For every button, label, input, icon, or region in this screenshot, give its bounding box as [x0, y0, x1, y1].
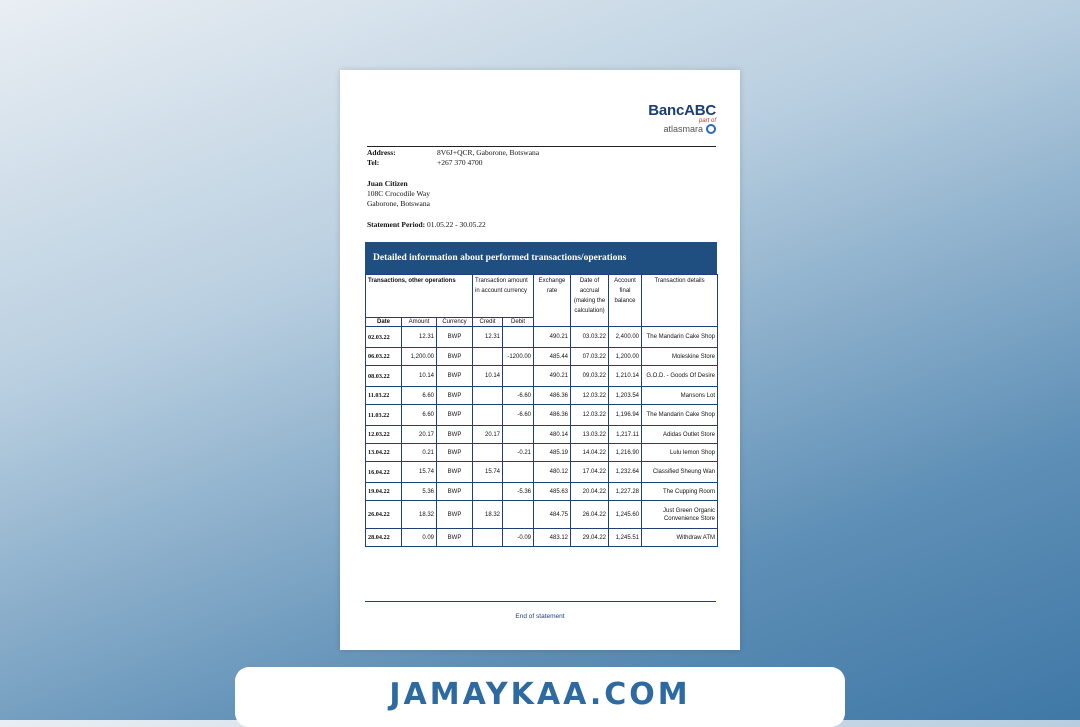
- cell-accrual: 20.04.22: [571, 483, 609, 501]
- header-currency: Currency: [437, 318, 473, 327]
- cell-currency: BWP: [437, 529, 473, 547]
- client-city: Gaborone, Botswana: [367, 199, 430, 208]
- logo-name: BancABC: [648, 102, 716, 119]
- period-label: Statement Period:: [367, 220, 426, 229]
- cell-amount: 5.36: [402, 483, 437, 501]
- cell-accrual: 26.04.22: [571, 501, 609, 529]
- site-banner: [235, 667, 845, 727]
- cell-details: G.O.D. - Goods Of Desire: [642, 366, 718, 387]
- cell-accrual: 03.03.22: [571, 327, 609, 348]
- header-date-of-accrual: Date of accrual (making the calculation): [571, 275, 609, 327]
- cell-amount: 6.60: [402, 405, 437, 426]
- cell-date: 06.03.22: [366, 348, 402, 366]
- cell-credit: [473, 483, 503, 501]
- client-address: [367, 179, 430, 209]
- cell-currency: BWP: [437, 462, 473, 483]
- cell-amount: 18.32: [402, 501, 437, 529]
- cell-currency: BWP: [437, 387, 473, 405]
- bank-contact: [367, 148, 539, 168]
- cell-details: Adidas Outlet Store: [642, 426, 718, 444]
- cell-rate: 486.36: [534, 387, 571, 405]
- cell-balance: 1,245.51: [609, 529, 642, 547]
- cell-details: Withdraw ATM: [642, 529, 718, 547]
- address-label: Address:: [367, 148, 396, 157]
- cell-details: The Mandarin Cake Shop: [642, 405, 718, 426]
- cell-currency: BWP: [437, 327, 473, 348]
- cell-credit: [473, 405, 503, 426]
- cell-rate: 483.12: [534, 529, 571, 547]
- bank-statement-page: [340, 70, 740, 650]
- bank-logo: [648, 102, 716, 134]
- cell-credit: [473, 444, 503, 462]
- cell-debit: -6.60: [503, 405, 534, 426]
- tel-value: +267 370 4700: [437, 158, 483, 167]
- cell-credit: 20.17: [473, 426, 503, 444]
- cell-currency: BWP: [437, 483, 473, 501]
- logo-subtitle: part of: [698, 118, 716, 124]
- cell-date: 16.04.22: [366, 462, 402, 483]
- cell-amount: 0.09: [402, 529, 437, 547]
- cell-balance: 1,227.28: [609, 483, 642, 501]
- cell-date: 13.04.22: [366, 444, 402, 462]
- footer-divider: [365, 601, 716, 602]
- cell-rate: 485.63: [534, 483, 571, 501]
- cell-accrual: 14.04.22: [571, 444, 609, 462]
- cell-balance: 1,196.94: [609, 405, 642, 426]
- cell-balance: 1,203.54: [609, 387, 642, 405]
- cell-balance: 1,217.11: [609, 426, 642, 444]
- logo-atlas-text: atlasmara: [663, 124, 703, 134]
- cell-amount: 20.17: [402, 426, 437, 444]
- cell-details: Lulu lemon Shop: [642, 444, 718, 462]
- cell-date: 11.03.22: [366, 387, 402, 405]
- header-date: Date: [366, 318, 402, 327]
- header-transaction-amount: Transaction amount in account currency: [473, 275, 534, 318]
- transactions-body: [366, 327, 718, 547]
- table-row: [366, 529, 718, 547]
- cell-accrual: 12.03.22: [571, 387, 609, 405]
- cell-credit: [473, 529, 503, 547]
- cell-debit: -0.09: [503, 529, 534, 547]
- table-row: [366, 327, 718, 348]
- cell-balance: 2,400.00: [609, 327, 642, 348]
- tel-label: Tel:: [367, 158, 380, 167]
- cell-accrual: 29.04.22: [571, 529, 609, 547]
- cell-date: 11.03.22: [366, 405, 402, 426]
- cell-accrual: 07.03.22: [571, 348, 609, 366]
- cell-accrual: 09.03.22: [571, 366, 609, 387]
- cell-debit: -6.60: [503, 387, 534, 405]
- cell-debit: [503, 366, 534, 387]
- cell-rate: 485.44: [534, 348, 571, 366]
- cell-details: Mansons Lot: [642, 387, 718, 405]
- cell-details: Just Green Organic Convenience Store: [642, 501, 718, 529]
- cell-accrual: 12.03.22: [571, 405, 609, 426]
- cell-rate: 490.21: [534, 366, 571, 387]
- cell-details: Classified Sheung Wan: [642, 462, 718, 483]
- cell-debit: [503, 327, 534, 348]
- site-name: JAMAYKAA.COM: [389, 677, 691, 712]
- cell-date: 28.04.22: [366, 529, 402, 547]
- client-street: 108C Crocodile Way: [367, 189, 430, 198]
- cell-amount: 15.74: [402, 462, 437, 483]
- cell-date: 02.03.22: [366, 327, 402, 348]
- cell-date: 26.04.22: [366, 501, 402, 529]
- cell-currency: BWP: [437, 501, 473, 529]
- cell-credit: 12.31: [473, 327, 503, 348]
- section-title: Detailed information about performed transactions/operations: [365, 242, 717, 274]
- client-name: Juan Citizen: [367, 179, 408, 188]
- cell-credit: 15.74: [473, 462, 503, 483]
- cell-balance: 1,210.14: [609, 366, 642, 387]
- end-of-statement: End of statement: [515, 613, 565, 620]
- header-transactions-other: Transactions, other operations: [366, 275, 473, 318]
- cell-balance: 1,200.00: [609, 348, 642, 366]
- cell-details: The Mandarin Cake Shop: [642, 327, 718, 348]
- cell-date: 08.03.22: [366, 366, 402, 387]
- table-row: [366, 501, 718, 529]
- cell-balance: 1,232.64: [609, 462, 642, 483]
- header-amount: Amount: [402, 318, 437, 327]
- cell-debit: -0.21: [503, 444, 534, 462]
- header-exchange-rate: Exchange rate: [534, 275, 571, 327]
- cell-currency: BWP: [437, 444, 473, 462]
- cell-debit: [503, 501, 534, 529]
- cell-accrual: 13.03.22: [571, 426, 609, 444]
- cell-debit: [503, 462, 534, 483]
- cell-amount: 6.60: [402, 387, 437, 405]
- header-final-balance: Account final balance: [609, 275, 642, 327]
- cell-debit: [503, 426, 534, 444]
- cell-currency: BWP: [437, 366, 473, 387]
- table-row: [366, 426, 718, 444]
- cell-balance: 1,216.90: [609, 444, 642, 462]
- header-divider: [367, 146, 716, 147]
- cell-debit: -1200.00: [503, 348, 534, 366]
- cell-amount: 12.31: [402, 327, 437, 348]
- table-row: [366, 348, 718, 366]
- header-credit: Credit: [473, 318, 503, 327]
- header-debit: Debit: [503, 318, 534, 327]
- cell-debit: -5.36: [503, 483, 534, 501]
- cell-amount: 1,200.00: [402, 348, 437, 366]
- cell-credit: [473, 387, 503, 405]
- table-row: [366, 483, 718, 501]
- header-transaction-details: Transaction details: [642, 275, 718, 327]
- ring-icon: [706, 124, 716, 134]
- cell-details: Moleskine Store: [642, 348, 718, 366]
- period-value: 01.05.22 - 30.05.22: [426, 220, 486, 229]
- cell-date: 19.04.22: [366, 483, 402, 501]
- cell-rate: 486.36: [534, 405, 571, 426]
- cell-rate: 480.12: [534, 462, 571, 483]
- table-row: [366, 366, 718, 387]
- cell-date: 12.03.22: [366, 426, 402, 444]
- cell-currency: BWP: [437, 426, 473, 444]
- cell-amount: 10.14: [402, 366, 437, 387]
- statement-period: [367, 220, 486, 229]
- logo-atlas: [648, 124, 716, 134]
- cell-rate: 485.19: [534, 444, 571, 462]
- table-row: [366, 405, 718, 426]
- table-row: [366, 462, 718, 483]
- cell-credit: 10.14: [473, 366, 503, 387]
- table-row: [366, 444, 718, 462]
- table-row: [366, 387, 718, 405]
- cell-rate: 484.75: [534, 501, 571, 529]
- cell-rate: 490.21: [534, 327, 571, 348]
- cell-details: The Cupping Room: [642, 483, 718, 501]
- cell-credit: [473, 348, 503, 366]
- transactions-table: [365, 274, 718, 547]
- cell-rate: 480.14: [534, 426, 571, 444]
- cell-credit: 18.32: [473, 501, 503, 529]
- address-value: 8V6J+QCR, Gaborone, Botswana: [437, 148, 540, 157]
- cell-currency: BWP: [437, 348, 473, 366]
- cell-amount: 0.21: [402, 444, 437, 462]
- cell-accrual: 17.04.22: [571, 462, 609, 483]
- cell-currency: BWP: [437, 405, 473, 426]
- cell-balance: 1,245.60: [609, 501, 642, 529]
